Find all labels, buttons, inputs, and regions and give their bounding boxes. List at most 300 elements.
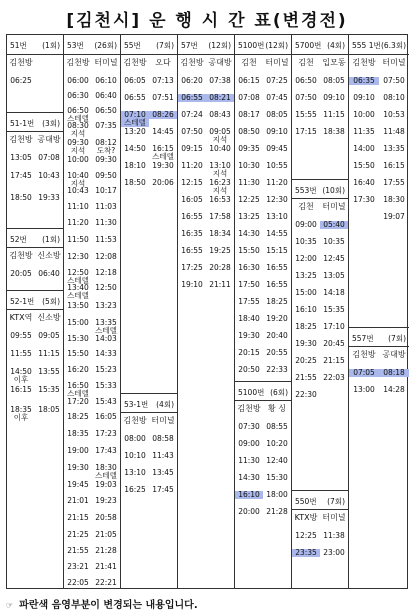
stop-name: 신소방	[37, 313, 61, 322]
departure-time: 17:10	[323, 322, 345, 331]
route-number: 51번	[10, 41, 27, 50]
departure-time: 12:18	[95, 268, 117, 277]
departure-time: 09:10	[266, 127, 288, 136]
departure-time: 13:35	[383, 144, 405, 153]
departure-time: 16:40	[353, 178, 375, 187]
departure-time: 07:05	[349, 369, 379, 377]
departure-time: 16:50 스테델	[67, 381, 89, 398]
departure-time: 14:00	[353, 144, 375, 153]
departure-time: 21:15	[323, 356, 345, 365]
departure-time: 18:10	[124, 161, 146, 170]
departure-time: 09:00	[295, 220, 317, 229]
route-header	[292, 490, 348, 510]
departure-time: 17:55	[238, 297, 260, 306]
stop-name: 터미널	[382, 58, 406, 67]
route-header	[178, 35, 234, 55]
departure-time: 06:30	[67, 91, 89, 100]
departure-time: 16:15	[10, 385, 32, 394]
departure-time: 21:28	[266, 507, 288, 516]
stop-name: 터미널	[265, 58, 289, 67]
departure-time: 20:45	[323, 339, 345, 348]
stop-name: 터미널	[322, 202, 346, 211]
departure-time: 13:55	[38, 367, 60, 376]
route-number: 557번	[352, 334, 374, 343]
departure-time: 06:00	[67, 76, 89, 85]
stop-name: 김천	[298, 58, 314, 67]
departure-time: 11:53	[95, 235, 117, 244]
departure-time: 20:05	[10, 269, 32, 278]
departure-time: 18:25	[67, 412, 89, 421]
departure-time: 13:10	[266, 212, 288, 221]
departure-time: 07:51	[152, 93, 174, 102]
stop-name: 김천방	[180, 58, 204, 67]
departure-time: 15:35	[323, 305, 345, 314]
route-header	[235, 381, 291, 401]
departure-time: 13:05	[323, 271, 345, 280]
departure-time: 10:00	[353, 110, 375, 119]
departure-time: 10:43	[67, 186, 89, 195]
departure-time: 16:55	[181, 246, 203, 255]
departure-time: 06:10	[95, 76, 117, 85]
departure-time: 23:00	[323, 548, 345, 557]
departure-time: 13:25	[295, 271, 317, 280]
departure-time: 06:05	[124, 76, 146, 85]
trip-count: (7회)	[156, 41, 174, 50]
route-column	[292, 35, 349, 588]
departure-time: 13:45	[152, 468, 174, 477]
departure-time: 19:30	[295, 339, 317, 348]
departure-time: 21:25	[67, 530, 89, 539]
departure-time: 17:15	[295, 127, 317, 136]
departure-time: 12:08	[95, 252, 117, 261]
departure-time: 23:21	[67, 562, 89, 571]
timetable	[6, 34, 408, 589]
departure-time: 12:30	[67, 252, 89, 261]
route-header	[292, 35, 348, 55]
departure-time: 06:40	[38, 269, 60, 278]
departure-time: 07:38	[209, 76, 231, 85]
departure-time: 18:40	[238, 314, 260, 323]
departure-time: 17:50	[238, 280, 260, 289]
departure-time: 13:40 스테델	[67, 283, 89, 300]
departure-time: 18:05	[38, 405, 60, 414]
stop-name: 김천방	[9, 251, 33, 260]
departure-time: 15:00	[67, 318, 89, 327]
departure-time: 06:20	[181, 76, 203, 85]
departure-time: 07:10 스테델	[121, 111, 149, 127]
departure-time: 08:10	[383, 93, 405, 102]
departure-time: 06:50	[95, 106, 117, 115]
departure-time: 11:30	[95, 218, 117, 227]
stop-name: 김천	[241, 58, 257, 67]
departure-time: 21:05	[95, 530, 117, 539]
departure-time: 16:15 스테델	[152, 144, 174, 161]
departure-time: 18:50	[124, 178, 146, 187]
departure-time: 14:55	[266, 229, 288, 238]
departure-time: 18:00	[266, 490, 288, 499]
departure-time: 09:10	[323, 93, 345, 102]
departure-time: 20:00	[238, 507, 260, 516]
departure-time: 13:05	[10, 153, 32, 162]
departure-time: 16:35	[181, 229, 203, 238]
departure-time: 16:25	[124, 485, 146, 494]
departure-time: 16:05	[95, 412, 117, 421]
departure-time: 16:10	[235, 491, 263, 499]
departure-time: 17:20	[67, 397, 89, 406]
departure-time: 07:24	[181, 110, 203, 119]
departure-time: 19:30	[152, 161, 174, 170]
departure-time: 10:00	[67, 155, 89, 164]
departure-time: 06:15	[238, 76, 260, 85]
departure-time: 12:25	[295, 531, 317, 540]
route-number: 5100번	[238, 41, 265, 50]
departure-time: 17:43	[95, 446, 117, 455]
departure-time: 18:50	[10, 193, 32, 202]
trip-count: (5회)	[42, 297, 60, 306]
departure-time: 06:50	[295, 76, 317, 85]
departure-time: 19:30	[67, 463, 89, 472]
departure-time: 18:35	[67, 429, 89, 438]
departure-time: 11:43	[152, 451, 174, 460]
departure-time: 15:35	[38, 385, 60, 394]
departure-time: 16:23 지석	[209, 178, 231, 195]
departure-time: 15:43	[95, 397, 117, 406]
departure-time: 15:00	[295, 288, 317, 297]
departure-time: 13:35 스테델	[95, 318, 117, 335]
route-header	[121, 393, 177, 413]
departure-time: 11:30	[238, 178, 260, 187]
departure-time: 16:15	[383, 161, 405, 170]
route-header	[235, 35, 291, 55]
departure-time: 14:50	[124, 144, 146, 153]
departure-time: 10:55	[266, 161, 288, 170]
page-title: [김천시] 운 행 시 간 표(변경전)	[66, 11, 348, 31]
route-number: 55번	[124, 41, 141, 50]
route-header	[121, 35, 177, 55]
departure-time: 21:55	[295, 373, 317, 382]
stop-name: 김천	[298, 202, 314, 211]
departure-time: 09:10	[353, 93, 375, 102]
trip-count: (1회)	[42, 235, 60, 244]
departure-time: 20:15	[238, 348, 260, 357]
departure-time: 21:28	[95, 546, 117, 555]
stop-name: 김천방	[352, 58, 376, 67]
departure-time: 08:17	[238, 110, 260, 119]
departure-time: 16:53	[209, 195, 231, 204]
departure-time: 22:30	[295, 390, 317, 399]
trip-count: (7회)	[388, 334, 406, 343]
stop-name: 황 싱	[268, 404, 286, 413]
departure-time: 13:10 지석	[209, 161, 231, 178]
departure-time: 19:00	[67, 446, 89, 455]
departure-time: 16:55	[181, 212, 203, 221]
departure-time: 15:50	[238, 246, 260, 255]
trip-count: (7회)	[327, 497, 345, 506]
departure-time: 22:05	[67, 578, 89, 587]
departure-time: 07:08	[238, 93, 260, 102]
route-header	[349, 327, 409, 347]
departure-time: 21:11	[209, 280, 231, 289]
departure-time: 06:40	[95, 91, 117, 100]
departure-time: 15:15	[266, 246, 288, 255]
departure-time: 14:28	[383, 385, 405, 394]
departure-time: 18:35 이후	[10, 405, 32, 422]
departure-time: 07:25	[266, 76, 288, 85]
departure-time: 11:35	[353, 127, 375, 136]
departure-time: 09:00	[238, 439, 260, 448]
departure-time: 17:45	[10, 171, 32, 180]
departure-time: 08:50	[238, 127, 260, 136]
departure-time: 20:28	[209, 263, 231, 272]
departure-time: 23:35	[292, 549, 320, 557]
departure-time: 22:21	[95, 578, 117, 587]
departure-time: 12:45	[323, 254, 345, 263]
departure-time: 14:18	[323, 288, 345, 297]
departure-time: 13:20	[124, 127, 146, 136]
departure-time: 09:05 지석	[209, 127, 231, 144]
departure-time: 08:18	[379, 369, 409, 377]
stop-name: 공대방	[208, 58, 232, 67]
departure-time: 09:35	[238, 144, 260, 153]
departure-time: 18:25	[295, 322, 317, 331]
footer-note	[6, 596, 198, 611]
route-number: 555 1번	[352, 41, 381, 50]
departure-time: 10:53	[383, 110, 405, 119]
departure-time: 11:15	[38, 349, 60, 358]
departure-time: 19:25	[209, 246, 231, 255]
departure-time: 18:30 스테델	[95, 463, 117, 480]
departure-time: 16:05	[181, 195, 203, 204]
trip-count: (3회)	[42, 119, 60, 128]
departure-time: 20:06	[152, 178, 174, 187]
departure-time: 09:30 지석	[67, 138, 89, 155]
departure-time: 19:45	[67, 480, 89, 489]
stop-name: KTX방	[294, 513, 318, 522]
route-header	[7, 35, 63, 55]
stop-name: 김천방	[123, 58, 147, 67]
departure-time: 10:43	[38, 171, 60, 180]
departure-time: 15:23	[95, 365, 117, 374]
departure-time: 14:30	[238, 229, 260, 238]
departure-time: 12:15	[181, 178, 203, 187]
departure-time: 12:40	[266, 456, 288, 465]
departure-time: 19:33	[38, 193, 60, 202]
departure-time: 08:05	[323, 76, 345, 85]
stop-name: 김천방	[66, 58, 90, 67]
departure-time: 09:30	[95, 155, 117, 164]
departure-time: 14:03	[95, 334, 117, 343]
trip-count: (4회)	[327, 41, 345, 50]
route-header	[292, 179, 348, 199]
route-number: 52-1번	[10, 297, 35, 306]
route-header	[7, 228, 63, 248]
departure-time: 06:35	[349, 77, 379, 85]
departure-time: 17:55	[383, 178, 405, 187]
departure-time: 15:30	[266, 473, 288, 482]
route-header	[7, 112, 63, 132]
trip-count: (6회)	[270, 388, 288, 397]
route-number: 51-1번	[10, 119, 35, 128]
departure-time: 09:45	[266, 144, 288, 153]
departure-time: 09:05	[38, 331, 60, 340]
trip-count: (10회)	[322, 186, 345, 195]
departure-time: 05:40	[320, 221, 348, 229]
trip-count: (12회)	[208, 41, 231, 50]
departure-time: 14:50 이후	[10, 367, 32, 384]
departure-time: 14:30	[238, 473, 260, 482]
departure-time: 13:50	[67, 301, 89, 310]
departure-time: 20:25	[295, 356, 317, 365]
departure-time: 08:55	[266, 422, 288, 431]
departure-time: 13:00	[353, 385, 375, 394]
route-header	[7, 290, 63, 310]
departure-time: 11:50	[67, 235, 89, 244]
departure-time: 07:50	[181, 127, 203, 136]
departure-time: 15:55	[295, 110, 317, 119]
route-column	[121, 35, 178, 588]
departure-time: 10:20	[266, 439, 288, 448]
route-number: 53번	[67, 41, 84, 50]
route-number: 553번	[295, 186, 317, 195]
route-header	[64, 35, 120, 55]
departure-time: 20:55	[266, 348, 288, 357]
departure-time: 08:00	[124, 434, 146, 443]
departure-time: 16:55	[266, 280, 288, 289]
stop-name: 김천방	[123, 416, 147, 425]
departure-time: 07:50	[295, 93, 317, 102]
departure-time: 11:03	[95, 202, 117, 211]
departure-time: 07:08	[38, 153, 60, 162]
departure-time: 07:30	[238, 422, 260, 431]
departure-time: 18:25	[266, 297, 288, 306]
departure-time: 08:12 도착?	[95, 138, 117, 155]
stop-name: 오다	[155, 58, 171, 67]
departure-time: 07:35	[95, 121, 117, 130]
departure-time: 15:30	[67, 334, 89, 343]
departure-time: 17:58	[209, 212, 231, 221]
departure-time: 11:20	[67, 218, 89, 227]
departure-time: 08:26	[149, 111, 177, 119]
departure-time: 08:43	[209, 110, 231, 119]
departure-time: 13:23	[95, 301, 117, 310]
departure-time: 16:55	[266, 263, 288, 272]
departure-time: 19:07	[383, 212, 405, 221]
departure-time: 17:45	[152, 485, 174, 494]
departure-time: 18:30	[383, 195, 405, 204]
route-column	[7, 35, 64, 588]
trip-count: (12회)	[265, 41, 288, 50]
stop-name: KTX역	[9, 313, 33, 322]
departure-time: 09:55	[10, 331, 32, 340]
stop-name: 입모동	[322, 58, 346, 67]
departure-time: 13:10	[124, 468, 146, 477]
departure-time: 07:13	[152, 76, 174, 85]
departure-time: 10:40	[209, 144, 231, 153]
departure-time: 10:10	[124, 451, 146, 460]
stop-name: 김천방	[9, 58, 33, 67]
departure-time: 10:30	[238, 161, 260, 170]
pointing-hand-icon: ☞	[6, 601, 14, 610]
departure-time: 11:20	[181, 161, 203, 170]
departure-time: 16:30	[238, 263, 260, 272]
departure-time: 16:10	[295, 305, 317, 314]
departure-time: 11:20	[266, 178, 288, 187]
route-column	[235, 35, 292, 588]
departure-time: 06:55	[178, 94, 206, 102]
departure-time: 22:03	[323, 373, 345, 382]
departure-time: 20:50	[238, 365, 260, 374]
departure-time: 10:35	[323, 237, 345, 246]
departure-time: 10:40 지석	[67, 171, 89, 188]
departure-time: 12:50	[95, 283, 117, 292]
departure-time: 12:50 스테델	[67, 268, 89, 285]
departure-time: 18:34	[209, 229, 231, 238]
departure-time: 20:58	[95, 513, 117, 522]
departure-time: 13:25	[238, 212, 260, 221]
route-header	[349, 35, 409, 55]
route-number: 57번	[181, 41, 198, 50]
route-column	[349, 35, 409, 588]
departure-time: 18:38	[323, 127, 345, 136]
departure-time: 15:50	[353, 161, 375, 170]
departure-time: 11:55	[10, 349, 32, 358]
departure-time: 15:33	[95, 381, 117, 390]
departure-time: 17:25	[181, 263, 203, 272]
departure-time: 07:50	[383, 76, 405, 85]
departure-time: 10:17	[95, 186, 117, 195]
footer-text: 파란색 음영부분이 변경되는 내용입니다.	[19, 600, 198, 611]
departure-time: 09:50	[95, 171, 117, 180]
departure-time: 14:33	[95, 349, 117, 358]
departure-time: 21:41	[95, 562, 117, 571]
trip-count: (1회)	[42, 41, 60, 50]
departure-time: 06:25	[10, 76, 32, 85]
route-number: 5100번	[238, 388, 265, 397]
departure-time: 11:30	[238, 456, 260, 465]
route-number: 52번	[10, 235, 27, 244]
departure-time: 19:30	[238, 331, 260, 340]
departure-time: 06:50 스테델	[67, 106, 89, 123]
stop-name: 김천방	[352, 350, 376, 359]
departure-time: 12:00	[295, 254, 317, 263]
departure-time: 17:23	[95, 429, 117, 438]
route-number: 5700번	[295, 41, 322, 50]
departure-time: 14:45	[152, 127, 174, 136]
stop-name: 김천방	[9, 135, 33, 144]
departure-time: 19:03	[95, 480, 117, 489]
departure-time: 11:10	[67, 202, 89, 211]
stop-name: 김천방	[237, 404, 261, 413]
trip-count: (4회)	[156, 400, 174, 409]
route-column	[64, 35, 121, 588]
departure-time: 15:50	[67, 349, 89, 358]
stop-name: 터미널	[322, 513, 346, 522]
departure-time: 11:38	[323, 531, 345, 540]
route-number: 550번	[295, 497, 317, 506]
departure-time: 21:55	[67, 546, 89, 555]
departure-time: 08:05	[266, 110, 288, 119]
route-column	[178, 35, 235, 588]
stop-name: 공대방	[382, 350, 406, 359]
departure-time: 19:20	[266, 314, 288, 323]
route-number: 53-1번	[124, 400, 149, 409]
stop-name: 공대방	[37, 135, 61, 144]
departure-time: 19:23	[95, 496, 117, 505]
departure-time: 09:15	[181, 144, 203, 153]
departure-time: 20:40	[266, 331, 288, 340]
departure-time: 21:01	[67, 496, 89, 505]
stop-name: 신소방	[37, 251, 61, 260]
